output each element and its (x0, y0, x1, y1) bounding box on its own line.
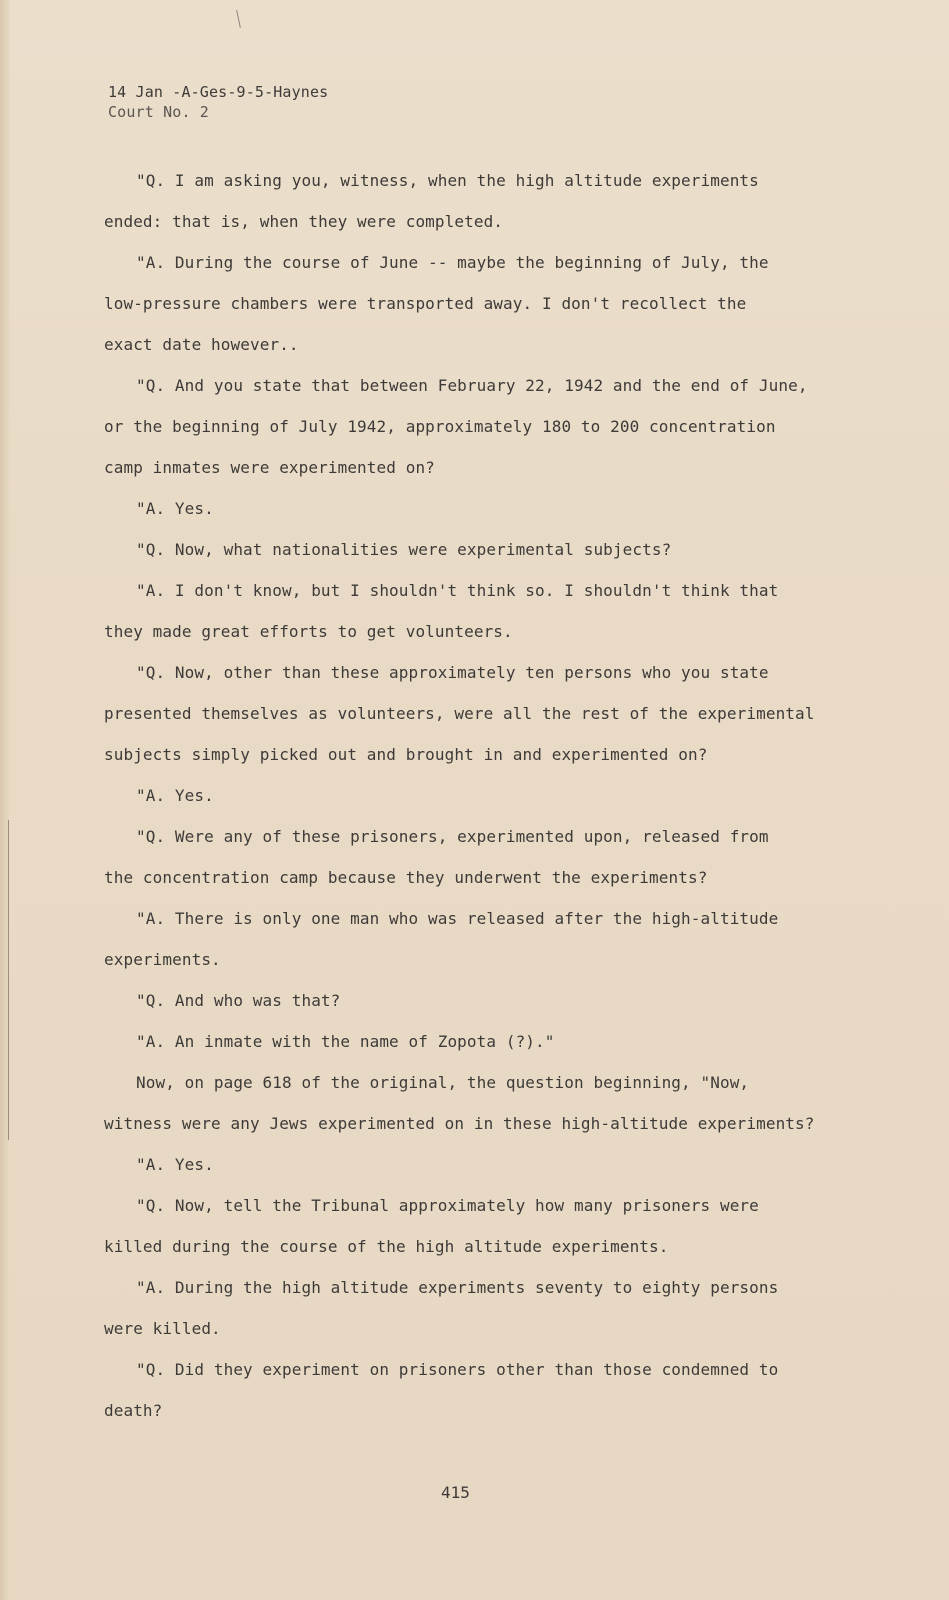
transcript-line: death? (104, 1401, 163, 1420)
transcript-line: witness were any Jews experimented on in these high-altitude experiments? (104, 1114, 815, 1133)
transcript-line: "A. There is only one man who was released after the high-altitude (136, 909, 779, 928)
transcript-line: "A. Yes. (136, 1155, 214, 1174)
transcript-line: subjects simply picked out and brought in and experimented on? (104, 745, 708, 764)
transcript-line: "Q. And you state that between February 22, 1942 and the end of June, (136, 376, 808, 395)
transcript-line: "A. Yes. (136, 499, 214, 518)
paper-left-edge (0, 0, 10, 1600)
transcript-line: or the beginning of July 1942, approximately 180 to 200 concentration (104, 417, 776, 436)
transcript-line: "Q. Were any of these prisoners, experimented upon, released from (136, 827, 769, 846)
transcript-line: "A. During the course of June -- maybe the beginning of July, the (136, 253, 769, 272)
transcript-line: "A. During the high altitude experiments seventy to eighty persons (136, 1278, 779, 1297)
pen-mark (236, 10, 241, 28)
transcript-line: "Q. Now, other than these approximately ten persons who you state (136, 663, 769, 682)
transcript-line: "Q. Now, tell the Tribunal approximately how many prisoners were (136, 1196, 759, 1215)
transcript-line: "Q. Did they experiment on prisoners other than those condemned to (136, 1360, 779, 1379)
page-number: 415 (441, 1483, 470, 1502)
paper-tear-mark (8, 820, 13, 1140)
transcript-line: "Q. And who was that? (136, 991, 341, 1010)
transcript-line: camp inmates were experimented on? (104, 458, 435, 477)
transcript-line: Now, on page 618 of the original, the question beginning, "Now, (136, 1073, 750, 1092)
transcript-line: "Q. Now, what nationalities were experimental subjects? (136, 540, 672, 559)
transcript-line: experiments. (104, 950, 221, 969)
transcript-body (104, 160, 864, 1431)
transcript-line: "Q. I am asking you, witness, when the high altitude experiments (136, 171, 759, 190)
transcript-line: low-pressure chambers were transported away. I don't recollect the (104, 294, 747, 313)
transcript-line: "A. An inmate with the name of Zopota (?)." (136, 1032, 555, 1051)
transcript-line: "A. I don't know, but I shouldn't think so. I shouldn't think that (136, 581, 779, 600)
transcript-line: they made great efforts to get volunteers. (104, 622, 513, 641)
transcript-line: exact date however.. (104, 335, 299, 354)
header-line-1: 14 Jan -A-Ges-9-5-Haynes (108, 83, 329, 101)
transcript-line: presented themselves as volunteers, were all the rest of the experimental (104, 704, 815, 723)
transcript-line: ended: that is, when they were completed. (104, 212, 504, 231)
transcript-line: the concentration camp because they underwent the experiments? (104, 868, 708, 887)
document-header (108, 82, 328, 122)
transcript-line: were killed. (104, 1319, 221, 1338)
header-line-2: Court No. 2 (108, 103, 209, 121)
transcript-line: "A. Yes. (136, 786, 214, 805)
transcript-line: killed during the course of the high altitude experiments. (104, 1237, 669, 1256)
